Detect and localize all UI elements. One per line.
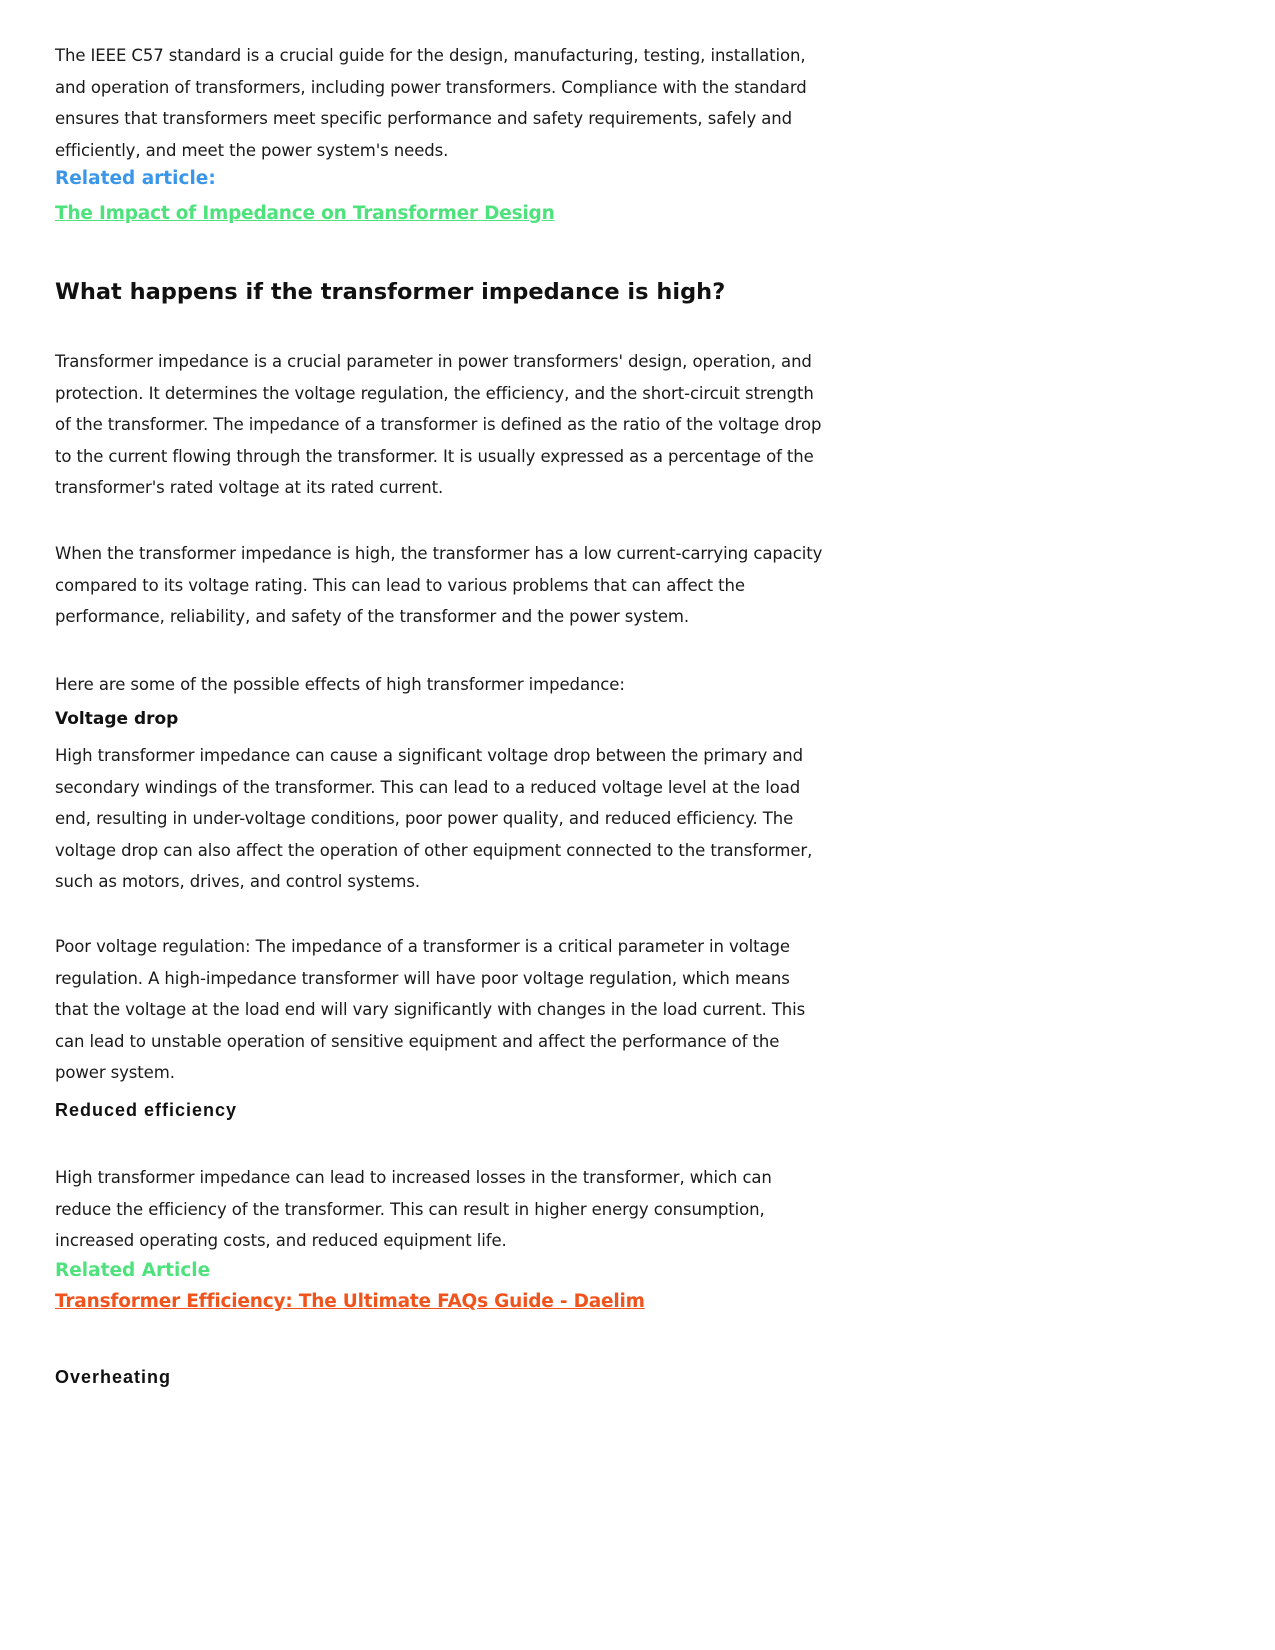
- section-paragraph-1: Transformer impedance is a crucial parameter in power transformers' design, operation, and protection. It determines the voltage regulation, the efficiency, and the short-circuit strength of the transformer. The impedance of a transformer is defined as the ratio of the voltage drop to the current flowing through the transformer. It is usually expressed as a percentage of the transformer's rated voltage at its rated current.: [55, 352, 822, 497]
- section-paragraph-3-block: [55, 669, 825, 701]
- section-paragraph-1-block: [55, 346, 825, 504]
- related-article-label: Related article:: [55, 168, 216, 189]
- related-link-block-2: [55, 1289, 825, 1315]
- intro-paragraph-block: [55, 40, 825, 166]
- related-article-label-2: Related Article: [55, 1260, 211, 1281]
- intro-paragraph: The IEEE C57 standard is a crucial guide for the design, manufacturing, testing, installation, and operation of transformers, including power transformers. Compliance with the standard ensures that transformers meet specific performance and safety requirements, safely and efficiently, and meet the power system's needs.: [55, 46, 807, 160]
- reduced-efficiency-heading: Reduced efficiency: [55, 1100, 238, 1120]
- reduced-efficiency-paragraph-block: [55, 1162, 825, 1257]
- voltage-drop-heading-block: [55, 706, 825, 732]
- section-title: What happens if the transformer impedance is high?: [55, 279, 726, 305]
- transformer-efficiency-link[interactable]: Transformer Efficiency: The Ultimate FAQs Guide - Daelim: [55, 1291, 645, 1312]
- section-paragraph-3: Here are some of the possible effects of high transformer impedance:: [55, 675, 625, 694]
- voltage-drop-paragraph-1: High transformer impedance can cause a significant voltage drop between the primary and secondary windings of the transformer. This can lead to a reduced voltage level at the load end, resulting in under-voltage conditions, poor power quality, and reduced efficiency. The voltage drop can also affect the operation of other equipment connected to the transformer, such as motors, drives, and control systems.: [55, 746, 813, 891]
- section-paragraph-2-block: [55, 538, 825, 633]
- reduced-efficiency-heading-block: [55, 1097, 825, 1123]
- related-link-block-1: [55, 201, 825, 227]
- section-paragraph-2: When the transformer impedance is high, the transformer has a low current-carrying capacity compared to its voltage rating. This can lead to various problems that can affect the performance, reliability, and safety of the transformer and the power system.: [55, 544, 823, 626]
- voltage-drop-paragraph-2-block: [55, 931, 825, 1089]
- overheating-heading: Overheating: [55, 1367, 172, 1387]
- voltage-drop-paragraph-1-block: [55, 740, 825, 898]
- reduced-efficiency-paragraph: High transformer impedance can lead to increased losses in the transformer, which can reduce the efficiency of the transformer. This can result in higher energy consumption, increased operating costs, and reduced equipment life.: [55, 1168, 772, 1250]
- impedance-design-link[interactable]: The Impact of Impedance on Transformer Design: [55, 203, 555, 224]
- related-article-block-2: [55, 1258, 825, 1284]
- overheating-heading-block: [55, 1364, 825, 1390]
- related-article-block-1: [55, 166, 825, 192]
- voltage-drop-paragraph-2: Poor voltage regulation: The impedance of a transformer is a critical parameter in voltage regulation. A high-impedance transformer will have poor voltage regulation, which means that the voltage at the load end will vary significantly with changes in the load current. This can lead to unstable operation of sensitive equipment and affect the performance of the power system.: [55, 937, 806, 1082]
- section-heading-block: [55, 277, 825, 307]
- voltage-drop-heading: Voltage drop: [55, 709, 179, 729]
